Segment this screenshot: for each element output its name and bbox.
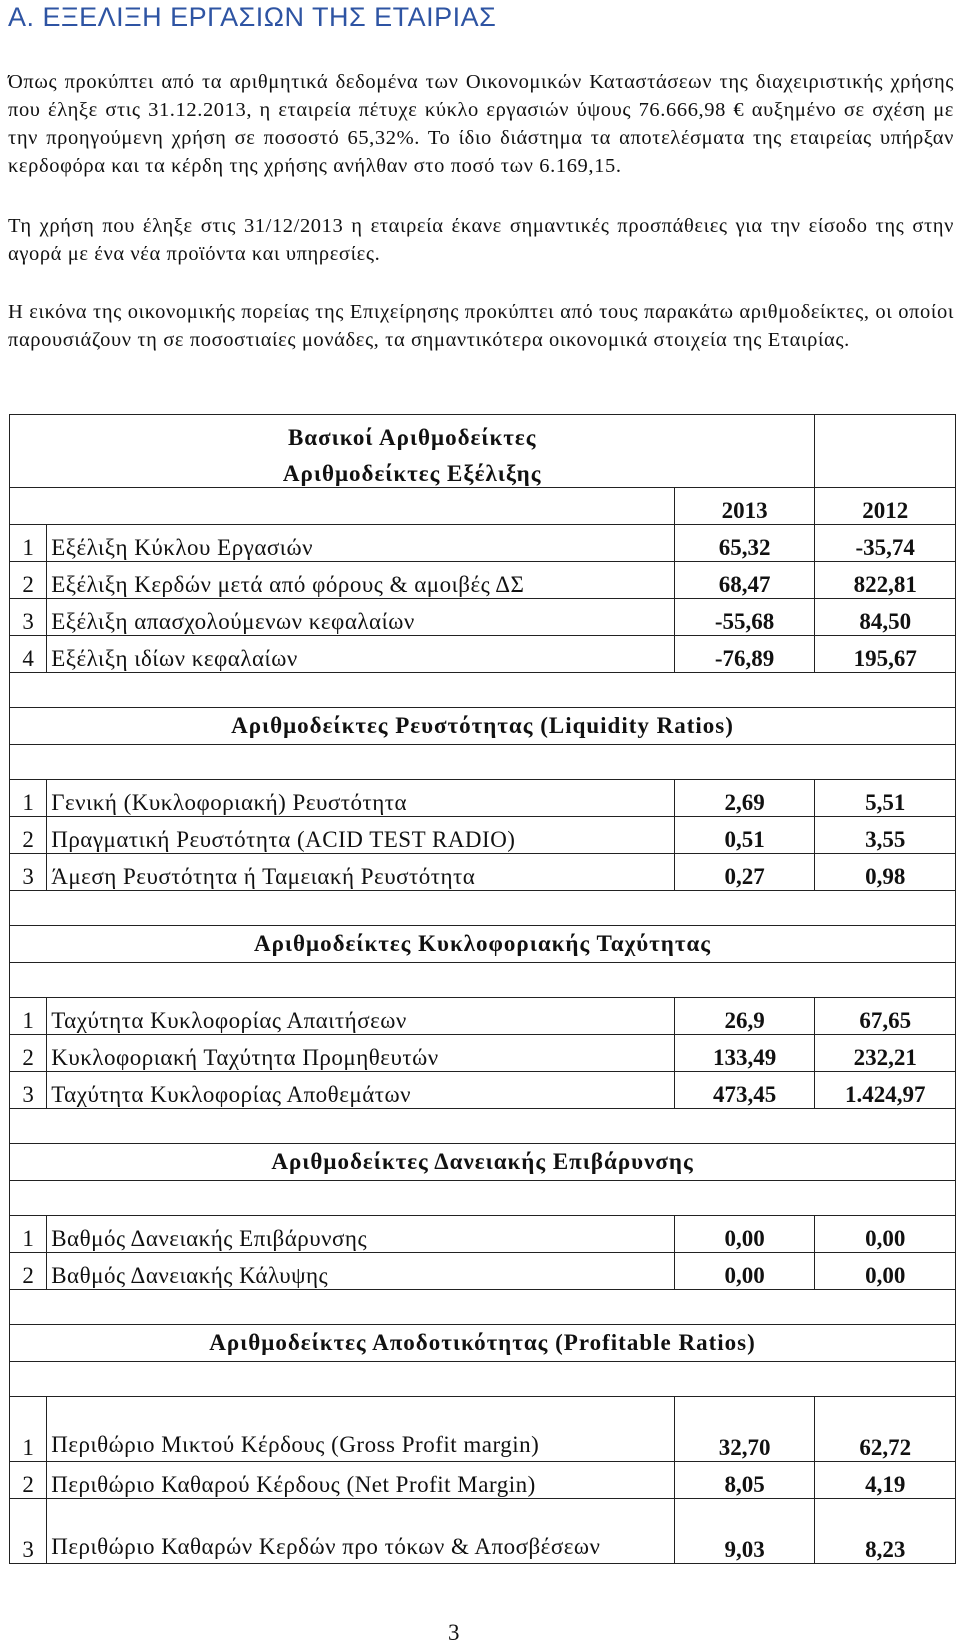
row-label: Άμεση Ρευστότητα ή Ταμειακή Ρευστότητα xyxy=(47,854,675,891)
value-2013: 9,03 xyxy=(674,1499,815,1564)
row-label: Εξέλιξη Κύκλου Εργασιών xyxy=(47,525,675,562)
value-2012: -35,74 xyxy=(815,525,956,562)
row-label: Βαθμός Δανειακής Κάλυψης xyxy=(47,1253,675,1290)
section-title-leverage: Αριθμοδείκτες Δανειακής Επιβάρυνσης xyxy=(10,1144,956,1181)
value-2012: 4,19 xyxy=(815,1462,956,1499)
value-2012: 62,72 xyxy=(815,1397,956,1462)
empty-cell xyxy=(10,963,956,998)
table-row xyxy=(10,998,956,1035)
row-number: 1 xyxy=(10,780,47,817)
year-header-2012: 2012 xyxy=(815,488,956,525)
empty-cell xyxy=(815,415,956,452)
table-row xyxy=(10,1072,956,1109)
value-2012: 3,55 xyxy=(815,817,956,854)
spacer-row xyxy=(10,1109,956,1144)
table-row xyxy=(10,1397,956,1462)
value-2013: 0,27 xyxy=(674,854,815,891)
table-title: Βασικοί Αριθμοδείκτες xyxy=(10,415,815,452)
ratios-table xyxy=(9,414,956,1564)
row-label: Περιθώριο Καθαρού Κέρδους (Net Profit Margin) xyxy=(47,1462,675,1499)
value-2012: 67,65 xyxy=(815,998,956,1035)
section-title-profitability: Αριθμοδείκτες Αποδοτικότητας (Profitable Ratios) xyxy=(10,1325,956,1362)
row-label: Βαθμός Δανειακής Επιβάρυνσης xyxy=(47,1216,675,1253)
section-title-liquidity: Αριθμοδείκτες Ρευστότητας (Liquidity Ratios) xyxy=(10,708,956,745)
row-number: 1 xyxy=(10,525,47,562)
row-number: 2 xyxy=(10,1253,47,1290)
value-2013: 65,32 xyxy=(674,525,815,562)
spacer-row xyxy=(10,745,956,780)
value-2013: -55,68 xyxy=(674,599,815,636)
value-2013: -76,89 xyxy=(674,636,815,673)
row-label: Κυκλοφοριακή Ταχύτητα Προμηθευτών xyxy=(47,1035,675,1072)
value-2012: 0,00 xyxy=(815,1253,956,1290)
table-row xyxy=(10,599,956,636)
years-header-row xyxy=(10,488,956,525)
table-row xyxy=(10,1462,956,1499)
table-row xyxy=(10,1216,956,1253)
empty-cell xyxy=(10,745,956,780)
row-number: 4 xyxy=(10,636,47,673)
table-row xyxy=(10,562,956,599)
empty-cell xyxy=(10,1362,956,1397)
paragraph-financial-summary: Όπως προκύπτει από τα αριθμητικά δεδομένα των Οικονομικών Καταστάσεων της διαχειριστικής χρήσης που έληξε στις 31.12.2013, η εταιρεία πέτυχε κύκλο εργασιών ύψους 76.666,98 € αυξημένο σε σχέση με την προηγούμενη χρήση σε ποσοστό 65,32%. Το ίδιο διάστημα τα αποτελέσματα της εταιρείας υπήρξαν κερδοφόρα και τα κέρδη της χρήσης ανήλθαν στο ποσό των 6.169,15. xyxy=(8,71,954,177)
value-2012: 232,21 xyxy=(815,1035,956,1072)
value-2012: 195,67 xyxy=(815,636,956,673)
row-number: 2 xyxy=(10,1462,47,1499)
row-number: 1 xyxy=(10,998,47,1035)
section-title-row xyxy=(10,1144,956,1181)
value-2013: 133,49 xyxy=(674,1035,815,1072)
row-label: Περιθώριο Μικτού Κέρδους (Gross Profit margin) xyxy=(47,1397,675,1462)
table-title-row xyxy=(10,415,956,452)
section-heading: Α. ΕΞΕΛΙΞΗ ΕΡΓΑΣΙΩΝ ΤΗΣ ΕΤΑΙΡΙΑΣ xyxy=(8,2,497,32)
table-row xyxy=(10,854,956,891)
empty-cell xyxy=(10,891,956,926)
row-label: Εξέλιξη απασχολούμενων κεφαλαίων xyxy=(47,599,675,636)
value-2012: 0,98 xyxy=(815,854,956,891)
year-header-2013: 2013 xyxy=(674,488,815,525)
row-label: Πραγματική Ρευστότητα (ACID TEST RADIO) xyxy=(47,817,675,854)
row-label: Ταχύτητα Κυκλοφορίας Απαιτήσεων xyxy=(47,998,675,1035)
row-number: 3 xyxy=(10,1072,47,1109)
empty-cell xyxy=(10,673,956,708)
section-title-row xyxy=(10,451,956,488)
table-row xyxy=(10,636,956,673)
table-row xyxy=(10,1035,956,1072)
table-row xyxy=(10,780,956,817)
row-label: Ταχύτητα Κυκλοφορίας Αποθεμάτων xyxy=(47,1072,675,1109)
row-number: 3 xyxy=(10,854,47,891)
value-2013: 2,69 xyxy=(674,780,815,817)
row-number: 2 xyxy=(10,562,47,599)
row-number: 3 xyxy=(10,1499,47,1564)
value-2013: 26,9 xyxy=(674,998,815,1035)
table-row xyxy=(10,817,956,854)
value-2012: 1.424,97 xyxy=(815,1072,956,1109)
empty-cell xyxy=(815,451,956,488)
spacer-row xyxy=(10,1362,956,1397)
value-2013: 68,47 xyxy=(674,562,815,599)
value-2013: 0,51 xyxy=(674,817,815,854)
value-2013: 8,05 xyxy=(674,1462,815,1499)
empty-cell xyxy=(10,1181,956,1216)
empty-cell xyxy=(10,488,675,525)
row-label: Εξέλιξη Κερδών μετά από φόρους & αμοιβές ΔΣ xyxy=(47,562,675,599)
value-2012: 8,23 xyxy=(815,1499,956,1564)
table-row xyxy=(10,525,956,562)
page-number: 3 xyxy=(448,1620,460,1645)
row-label: Εξέλιξη ιδίων κεφαλαίων xyxy=(47,636,675,673)
row-number: 2 xyxy=(10,1035,47,1072)
spacer-row xyxy=(10,1181,956,1216)
section-title-row xyxy=(10,1325,956,1362)
value-2012: 822,81 xyxy=(815,562,956,599)
row-label: Γενική (Κυκλοφοριακή) Ρευστότητα xyxy=(47,780,675,817)
table-row xyxy=(10,1499,956,1564)
value-2012: 0,00 xyxy=(815,1216,956,1253)
spacer-row xyxy=(10,673,956,708)
row-number: 1 xyxy=(10,1216,47,1253)
value-2012: 84,50 xyxy=(815,599,956,636)
spacer-row xyxy=(10,891,956,926)
value-2012: 5,51 xyxy=(815,780,956,817)
row-number: 3 xyxy=(10,599,47,636)
value-2013: 473,45 xyxy=(674,1072,815,1109)
empty-cell xyxy=(10,1109,956,1144)
section-title-turnover: Αριθμοδείκτες Κυκλοφοριακής Ταχύτητας xyxy=(10,926,956,963)
row-number: 2 xyxy=(10,817,47,854)
paragraph-market-entry: Τη χρήση που έληξε στις 31/12/2013 η εταιρεία έκανε σημαντικές προσπάθειες για την είσοδο της στην αγορά με ένα νέα προϊόντα και υπηρεσίες. xyxy=(8,215,954,265)
paragraph-ratios-intro: Η εικόνα της οικονομικής πορείας της Επιχείρησης προκύπτει από τους παρακάτω αριθμοδείκτες, οι οποίοι παρουσιάζουν τη σε ποσοστιαίες μονάδες, τα σημαντικότερα οικονομικά στοιχεία της Εταιρίας. xyxy=(8,301,954,351)
section-title-row xyxy=(10,708,956,745)
spacer-row xyxy=(10,963,956,998)
table-row xyxy=(10,1253,956,1290)
row-number: 1 xyxy=(10,1397,47,1462)
value-2013: 0,00 xyxy=(674,1216,815,1253)
value-2013: 0,00 xyxy=(674,1253,815,1290)
section-title-row xyxy=(10,926,956,963)
spacer-row xyxy=(10,1290,956,1325)
row-label: Περιθώριο Καθαρών Κερδών προ τόκων & Αποσβέσεων xyxy=(47,1499,675,1564)
section-title-evolution: Αριθμοδείκτες Εξέλιξης xyxy=(10,451,815,488)
empty-cell xyxy=(10,1290,956,1325)
value-2013: 32,70 xyxy=(674,1397,815,1462)
